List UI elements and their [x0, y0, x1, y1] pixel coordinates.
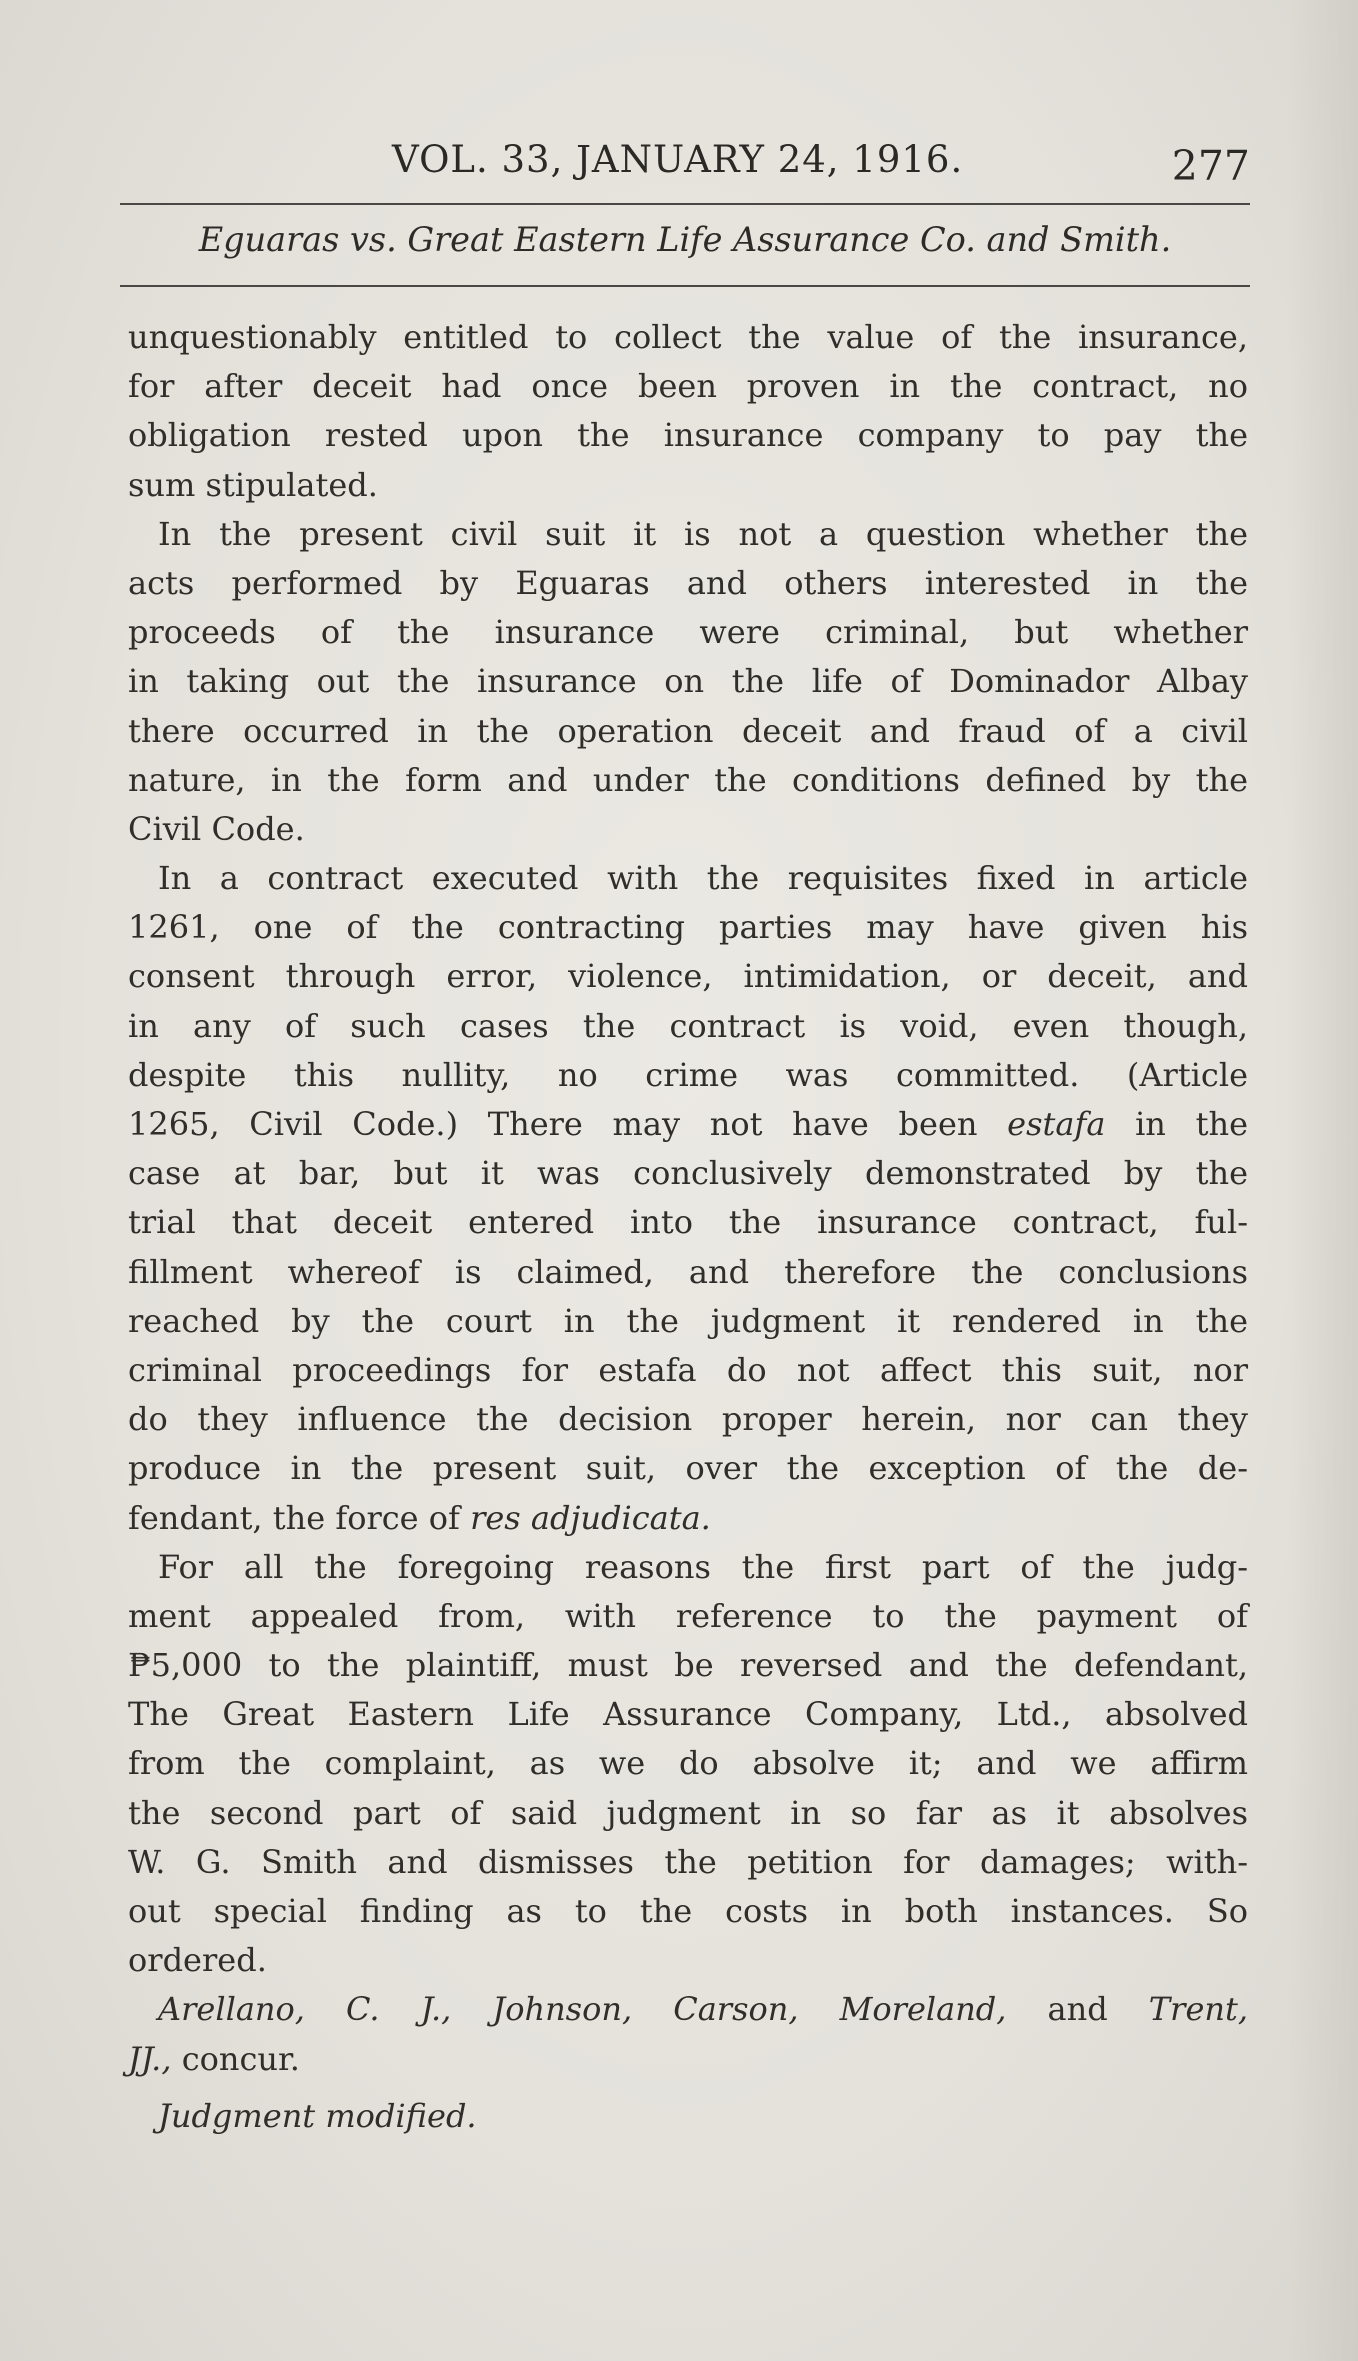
text-line	[128, 1100, 1248, 1149]
italic-term-res-adjudicata: res adjudicata.	[470, 1498, 711, 1537]
text-line: For all the foregoing reasons the first part of the judg-	[158, 1547, 1248, 1586]
italic-term-estafa: estafa	[1007, 1105, 1106, 1143]
text-line: produce in the present suit, over the exception of the de-	[128, 1449, 1248, 1488]
text-line: unquestionably entitled to collect the value of the insurance,	[128, 318, 1248, 356]
text-line: in taking out the insurance on the life of Dominador Albay	[128, 662, 1248, 701]
page-number: 277	[1171, 142, 1250, 190]
text-line: acts performed by Eguaras and others interested in the	[128, 563, 1248, 602]
text-line: Civil Code.	[128, 809, 305, 848]
text-line: trial that deceit entered into the insurance contract, ful-	[128, 1203, 1248, 1242]
justice-name-trent: Trent,	[1148, 1990, 1249, 2029]
text-line	[128, 1494, 1248, 1543]
paragraph-continuation	[128, 313, 1248, 510]
judgment-note	[128, 2092, 1248, 2141]
text-line: the second part of said judgment in so far as it absolves	[128, 1793, 1248, 1832]
text-line: criminal proceedings for estafa do not affect this suit, nor	[128, 1350, 1248, 1389]
header-rule-top	[120, 203, 1250, 205]
text-segment: concur.	[171, 2039, 300, 2078]
text-line	[128, 1985, 1248, 2034]
judgment-modified: Judgment modified.	[158, 2096, 477, 2135]
opinion-body	[128, 313, 1248, 2141]
text-line	[128, 2035, 1248, 2084]
text-line: consent through error, violence, intimidation, or deceit, and	[128, 957, 1248, 996]
text-line: proceeds of the insurance were criminal, but whether	[128, 613, 1248, 652]
text-line: reached by the court in the judgment it rendered in the	[128, 1301, 1248, 1340]
text-line: obligation rested upon the insurance company to pay the	[128, 416, 1248, 455]
text-line: there occurred in the operation deceit and fraud of a civil	[128, 711, 1248, 750]
paragraph-disposition	[128, 1543, 1248, 1986]
text-line: In the present civil suit it is not a question whether the	[158, 514, 1248, 553]
text-line: do they influence the decision proper herein, nor can they	[128, 1400, 1248, 1439]
text-segment: and	[1006, 1990, 1149, 2029]
page-header	[130, 138, 1250, 198]
header-rule-bottom	[120, 285, 1250, 287]
text-line: ordered.	[128, 1941, 267, 1980]
paragraph-civil-suit	[128, 510, 1248, 854]
justices-abbrev: JJ.,	[128, 2039, 172, 2078]
text-segment: fendant, the force of	[128, 1498, 471, 1537]
text-line: in any of such cases the contract is void, even though,	[128, 1006, 1248, 1045]
text-line: The Great Eastern Life Assurance Company, Ltd., absolved	[128, 1695, 1248, 1734]
text-line: sum stipulated.	[128, 465, 378, 504]
concurrence	[128, 1985, 1248, 2083]
text-line: W. G. Smith and dismisses the petition for damages; with-	[128, 1842, 1248, 1881]
text-line: ment appealed from, with reference to the payment of	[128, 1596, 1248, 1635]
text-line: for after deceit had once been proven in the contract, no	[128, 367, 1248, 406]
text-segment: in the	[1105, 1105, 1248, 1143]
text-line: case at bar, but it was conclusively demonstrated by the	[128, 1154, 1248, 1193]
paragraph-contract-deceit	[128, 854, 1248, 1543]
text-line: from the complaint, as we do absolve it; and we affirm	[128, 1744, 1248, 1783]
text-segment: 1265, Civil Code.) There may not have been	[128, 1105, 1008, 1143]
page-edge-shadow	[1288, 0, 1358, 2361]
case-title: Eguaras vs. Great Eastern Life Assurance Co. and Smith.	[198, 220, 1172, 259]
text-line: nature, in the form and under the conditions defined by the	[128, 760, 1248, 799]
text-line: fillment whereof is claimed, and therefore the conclusions	[128, 1252, 1248, 1291]
justices-names: Arellano, C. J., Johnson, Carson, Moreland,	[158, 1990, 1007, 2029]
running-head: VOL. 33, JANUARY 24, 1916.	[392, 138, 964, 181]
text-line: despite this nullity, no crime was committed. (Article	[128, 1055, 1248, 1094]
text-line: out special finding as to the costs in both instances. So	[128, 1892, 1248, 1930]
text-line: ₱5,000 to the plaintiff, must be reversed and the defendant,	[128, 1646, 1248, 1685]
text-line: In a contract executed with the requisites fixed in article	[158, 859, 1248, 898]
text-line: 1261, one of the contracting parties may have given his	[128, 908, 1248, 947]
